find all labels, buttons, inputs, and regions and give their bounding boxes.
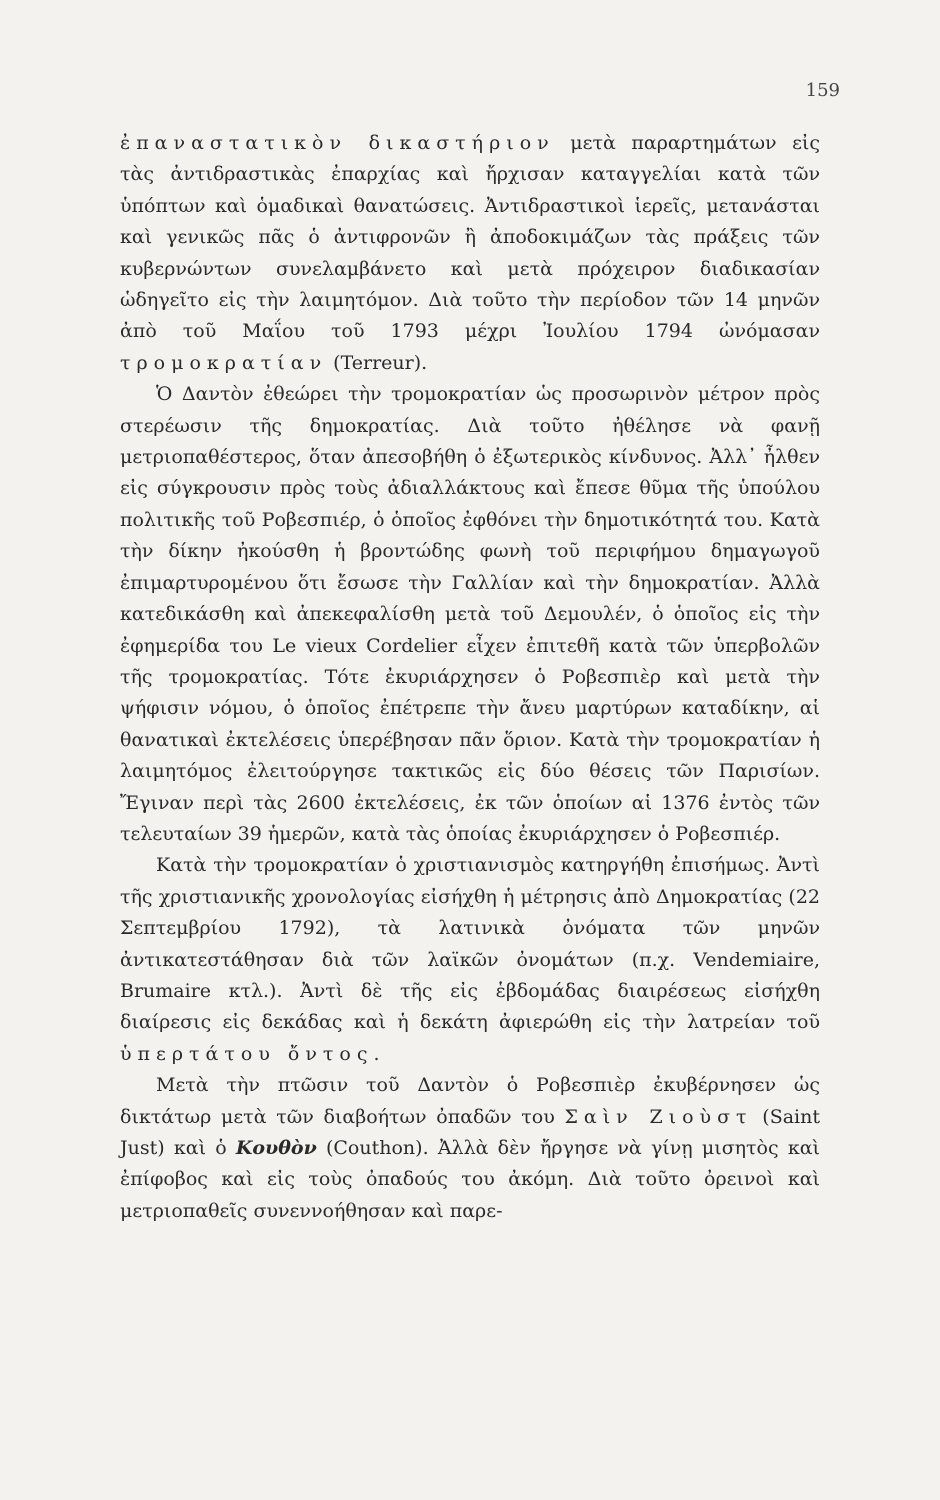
text-run: (Terreur). [327, 351, 428, 374]
text-run: Κατὰ τὴν τρομοκρατίαν ὁ χριστιανισμὸς κατηργήθη ἐπισήμως. Ἀντὶ τῆς χριστιανικῆς χρονολογίας εἰσήχθη ἡ μέτρησις ἀπὸ Δημοκρατίας (22 Σεπτεμβρίου 1792), τὰ λατινικὰ ὀνόματα τῶν μηνῶν ἀντικατεστάθησαν διὰ τῶν λαϊκῶν ὀνομάτων (π.χ. Vendemiaire, Brumaire κτλ.). Ἀντὶ δὲ τῆς εἰς ἑβδομάδας διαιρέσεως εἰσήχθη διαίρεσις εἰς δεκάδας καὶ ἡ δεκάτη ἀφιερώθη εἰς τὴν λατρείαν τοῦ [120, 854, 820, 1034]
text-run: (Saint Just) καὶ ὁ [120, 1105, 820, 1159]
text-run: μετὰ παραρτημάτων εἰς τὰς ἀντιδραστικὰς ἐπαρχίας καὶ ἤρχισαν καταγγελίαι κατὰ τῶν ὑπόπτων καὶ ὁμαδικαὶ θανατώσεις. Ἀντιδραστικοὶ ἱερεῖς, μετανάσται καὶ γενικῶς πᾶς ὁ ἀντιφρονῶν ἢ ἀποδοκιμάζων τὰς πράξεις τῶν κυβερνώντων συνελαμβάνετο καὶ μετὰ πρόχειρον διαδικασίαν ὡδηγεῖτο εἰς τὴν λαιμητόμον. Διὰ τοῦτο τὴν περίοδον τῶν 14 μηνῶν ἀπὸ τοῦ Μαΐου τοῦ 1793 μέχρι Ἰουλίου 1794 ὠνόμασαν [120, 132, 821, 343]
emphasized-name: Κουθὸν [235, 1137, 317, 1159]
paragraph-1 [120, 128, 820, 379]
paragraph-2 [120, 379, 820, 850]
text-run: . [373, 1042, 380, 1065]
paragraph-3 [120, 850, 820, 1070]
spaced-term: ὑπερτάτου ὄντος [120, 1042, 374, 1065]
text-run: Ὁ Δαντὸν ἐθεώρει τὴν τρομοκρατίαν ὡς προσωρινὸν μέτρον πρὸς στερέωσιν τῆς δημοκρατίας. Διὰ τοῦτο ἠθέλησε νὰ φανῇ μετριοπαθέστερος, ὅταν ἀπεσοβήθη ὁ ἐξωτερικὸς κίνδυνος. Ἀλλ᾽ ἦλθεν εἰς σύγκρουσιν πρὸς τοὺς ἀδιαλλάκτους καὶ ἔπεσε θῦμα τῆς ὑπούλου πολιτικῆς τοῦ Ροβεσπιέρ, ὁ ὁποῖος ἐφθόνει τὴν δημοτικότητά του. Κατὰ τὴν δίκην ἠκούσθη ἡ βροντώδης φωνὴ τοῦ περιφήμου δημαγωγοῦ ἐπιμαρτυρομένου ὅτι ἔσωσε τὴν Γαλλίαν καὶ τὴν δημοκρατίαν. Ἀλλὰ κατεδικάσθη καὶ ἀπεκεφαλίσθη μετὰ τοῦ Δεμουλέν, ὁ ὁποῖος εἰς τὴν ἐφημερίδα του Le vieux Cordelier εἶχεν ἐπιτεθῆ κατὰ τῶν ὑπερβολῶν τῆς τρομοκρατίας. Τότε ἐκυριάρχησεν ὁ Ροβεσπιὲρ καὶ μετὰ τὴν ψήφισιν νόμου, ὁ ὁποῖος ἐπέτρεπε τὴν ἄνευ μαρτύρων καταδίκην, αἱ θανατικαὶ ἐκτελέσεις ὑπερέβησαν πᾶν ὅριον. Κατὰ τὴν τρομοκρατίαν ἡ λαιμητόμος ἐλειτούργησε τακτικῶς εἰς δύο θέσεις τῶν Παρισίων. Ἔγιναν περὶ τὰς 2600 ἐκτελέσεις, ἐκ τῶν ὁποίων αἱ 1376 ἐντὸς τῶν τελευταίων 39 ἡμερῶν, κατὰ τὰς ὁποίας ἐκυριάρχησεν ὁ Ροβεσπιέρ. [120, 383, 820, 845]
spaced-term: ἐπαναστατικὸν δικαστήριον [120, 132, 555, 154]
spaced-term: τρομοκρατίαν [120, 351, 328, 374]
text-run: (Couthon). Ἀλλὰ δὲν ἤργησε νὰ γίνῃ μισητὸς καὶ ἐπίφοβος καὶ εἰς τοὺς ὀπαδούς του ἀκόμη. Διὰ τοῦτο ὀρεινοὶ καὶ μετριοπαθεῖς συνεννοήθησαν καὶ παρε- [120, 1137, 820, 1222]
spaced-term: Σαὶν Ζιοὺστ [564, 1105, 753, 1128]
paragraph-4 [120, 1070, 820, 1227]
page-number: 159 [805, 80, 840, 101]
body-text [120, 128, 820, 1227]
text-run: Μετὰ τὴν πτῶσιν τοῦ Δαντὸν ὁ Ροβεσπιὲρ ἐκυβέρνησεν ὡς δικτάτωρ μετὰ τῶν διαβοήτων ὀπαδῶν του [120, 1074, 820, 1128]
